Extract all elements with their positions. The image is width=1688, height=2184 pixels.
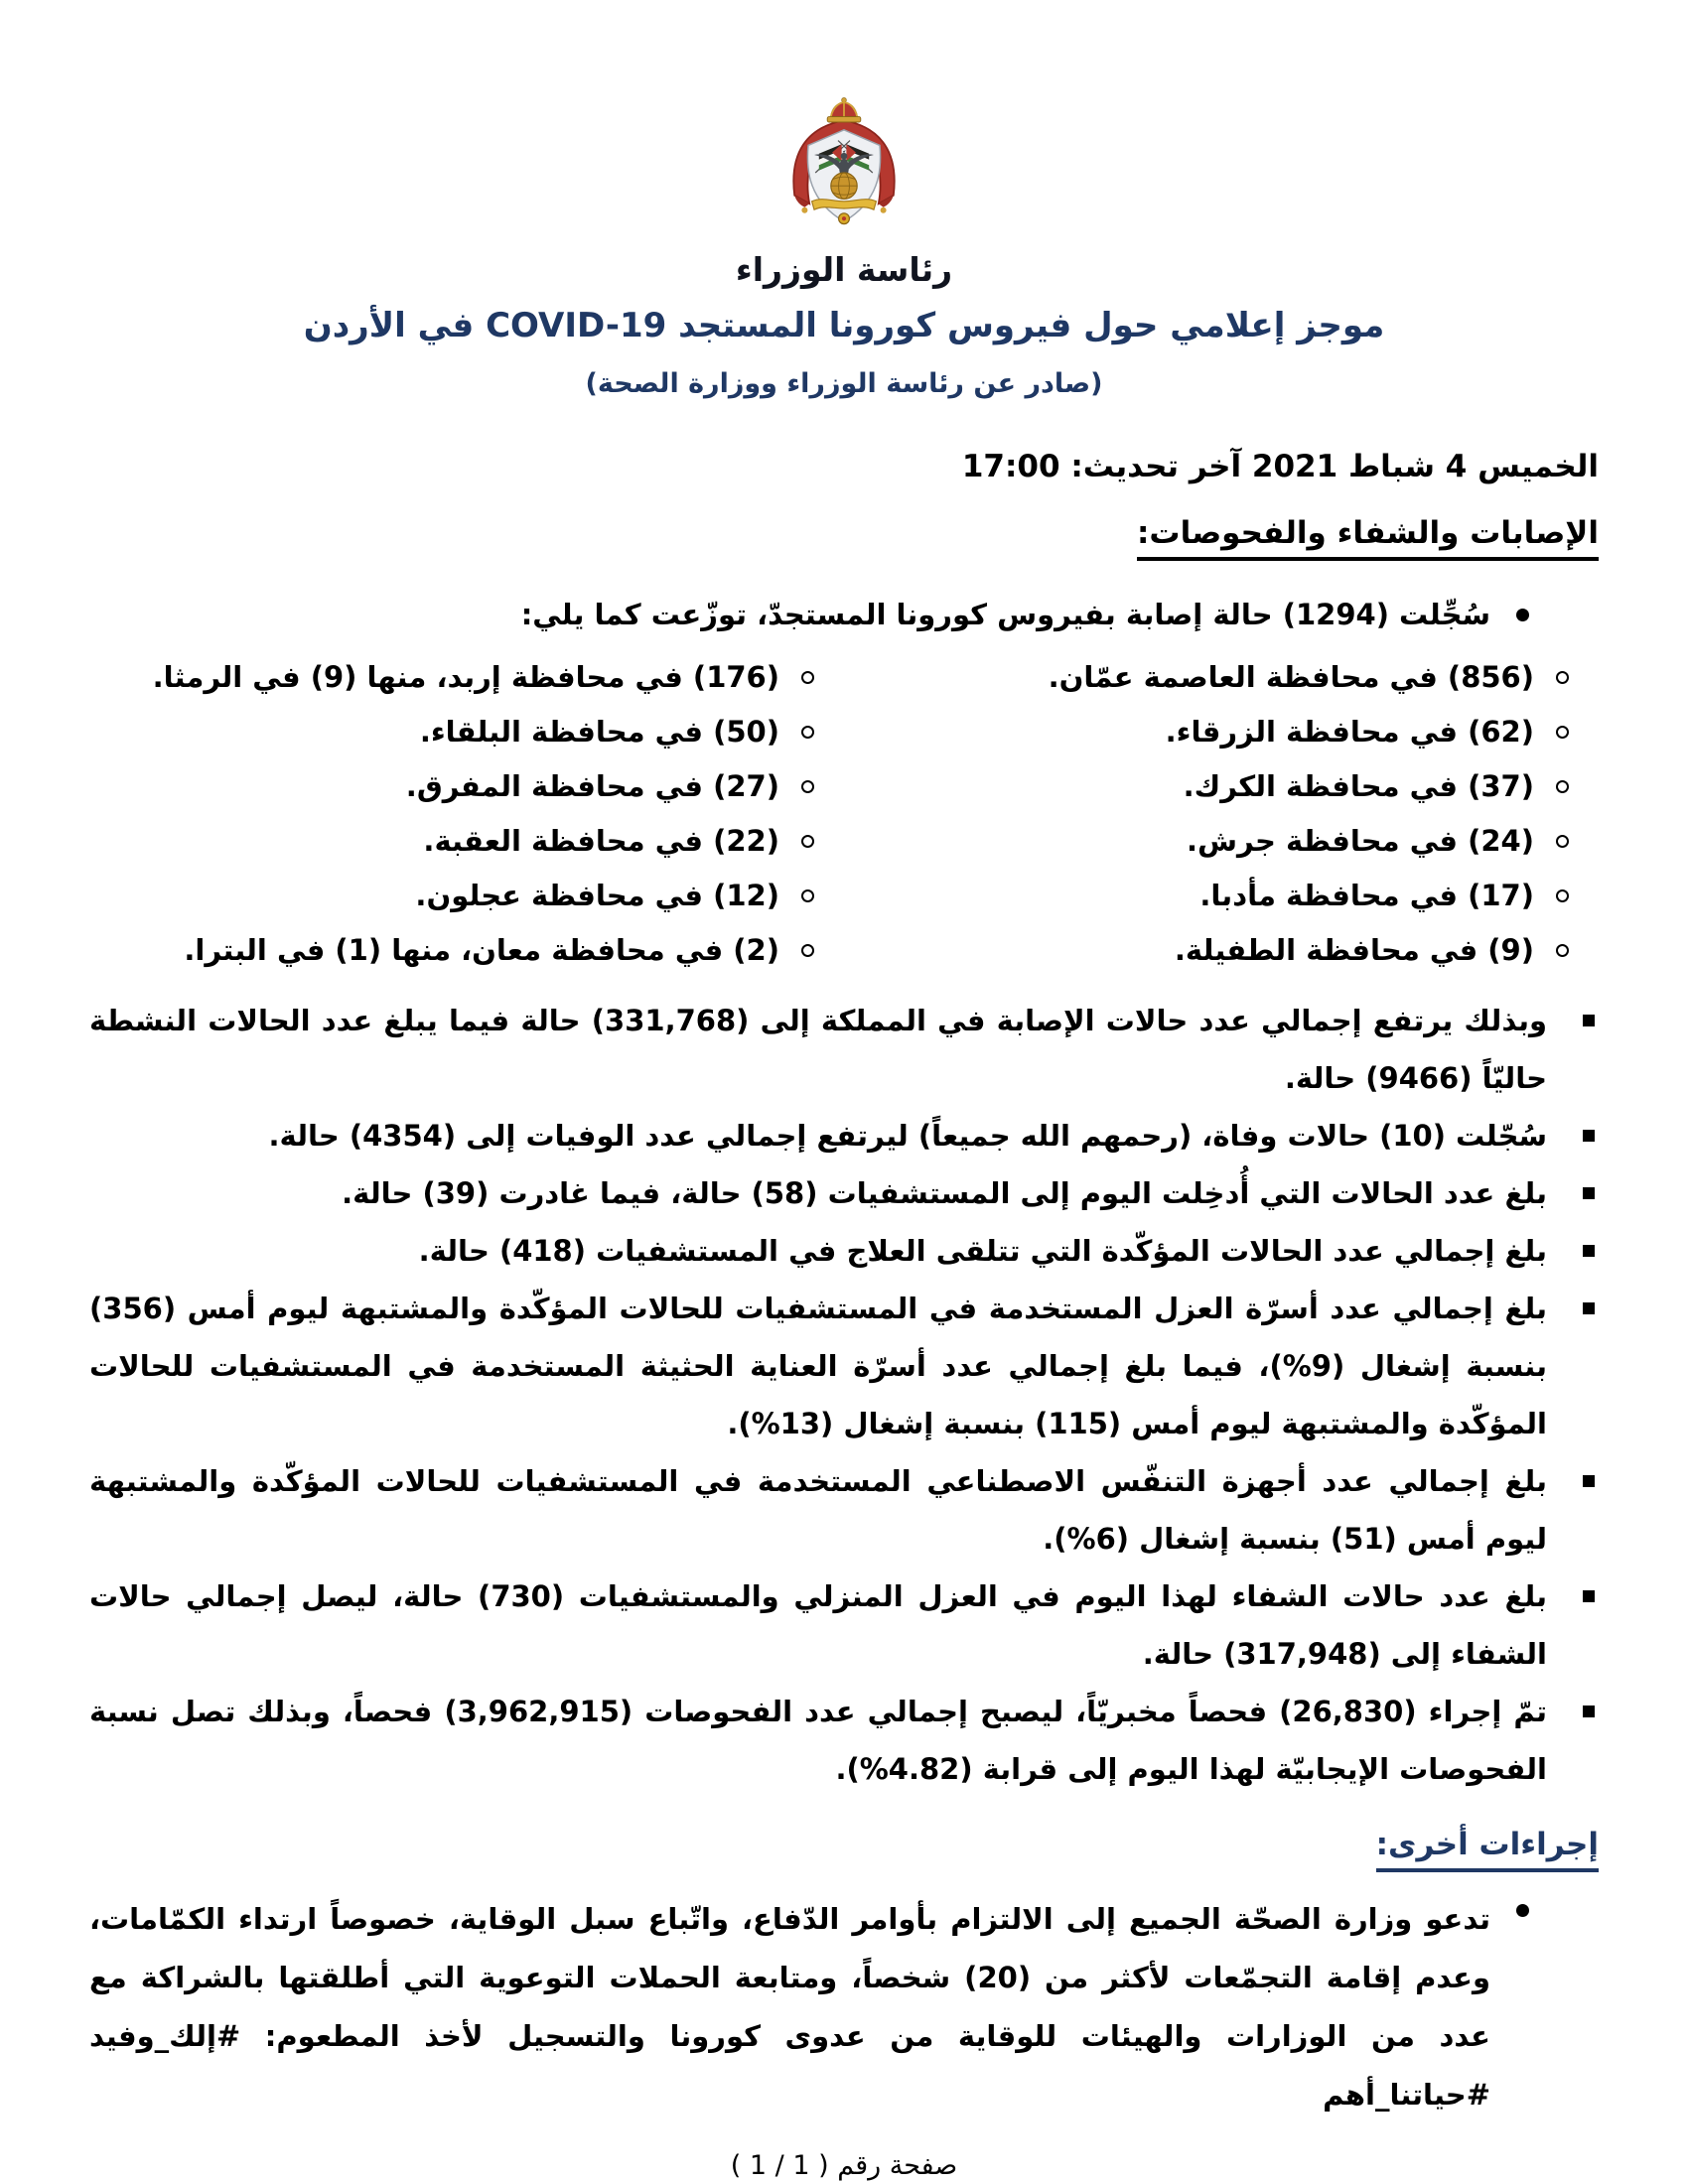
governorate-item	[844, 923, 1599, 978]
governorate-row	[89, 705, 1599, 759]
circle-bullet-icon	[1556, 889, 1569, 902]
governorate-item	[844, 650, 1599, 705]
intro-bullet	[89, 595, 1599, 634]
governorate-item	[844, 869, 1599, 923]
stat-item	[89, 1452, 1599, 1568]
circle-bullet-icon	[801, 944, 814, 957]
stat-item	[89, 1164, 1599, 1222]
governorate-item	[89, 814, 844, 869]
stat-text: سُجّلت (10) حالات وفاة، (رحمهم الله جميعاً) ليرتفع إجمالي عدد الوفيات إلى (4354) حالة.	[268, 1119, 1547, 1153]
governorate-row	[89, 923, 1599, 978]
square-bullet-icon	[1583, 1475, 1595, 1487]
governorate-text: (62) في محافظة الزرقاء.	[1165, 715, 1534, 749]
page-title: موجز إعلامي حول فيروس كورونا المستجد COVID-19 في الأردن	[303, 306, 1385, 345]
stat-item	[89, 1683, 1599, 1798]
logo-caption: رئاسة الوزراء	[735, 250, 953, 289]
section-heading-cases-text: الإصابات والشفاء والفحوصات:	[1137, 512, 1599, 561]
governorate-row	[89, 650, 1599, 705]
stat-item	[89, 992, 1599, 1107]
section-heading-other-measures	[89, 1824, 1599, 1872]
stat-item	[89, 1280, 1599, 1452]
stat-item	[89, 1568, 1599, 1683]
stat-text: بلغ إجمالي عدد الحالات المؤكّدة التي تتلقى العلاج في المستشفيات (418) حالة.	[418, 1234, 1547, 1268]
governorate-text: (37) في محافظة الكرك.	[1183, 769, 1534, 803]
stat-text: تمّ إجراء (26,830) فحصاً مخبريّاً، ليصبح إجمالي عدد الفحوصات (3,962,915) فحصاً، وبذلك تصل نسبة الفحوصات الإيجابيّة لهذا اليوم إلى قرابة (4.82%).	[89, 1695, 1547, 1786]
stat-text: بلغ إجمالي عدد أسرّة العزل المستخدمة في المستشفيات للحالات المؤكّدة والمشتبهة ليوم أمس (356) بنسبة إشغال (9%)، فيما بلغ إجمالي عدد أسرّة العناية الحثيثة المستخدمة في المستشفيات للحالات المؤكّدة والمشتبهة ليوم أمس (115) بنسبة إشغال (13%).	[89, 1292, 1547, 1440]
governorate-item	[844, 814, 1599, 869]
stat-text: بلغ عدد حالات الشفاء لهذا اليوم في العزل المنزلي والمستشفيات (730) حالة، ليصل إجمالي حالات الشفاء إلى (317,948) حالة.	[89, 1579, 1547, 1671]
governorate-item	[89, 923, 844, 978]
governorate-row	[89, 759, 1599, 814]
governorate-text: (50) في محافظة البلقاء.	[419, 715, 779, 749]
circle-bullet-icon	[1556, 944, 1569, 957]
governorate-list	[89, 650, 1599, 978]
circle-bullet-icon	[801, 889, 814, 902]
square-bullet-icon	[1583, 1187, 1595, 1199]
circle-bullet-icon	[1556, 835, 1569, 848]
page-number: صفحة رقم ( 1 / 1 )	[730, 2150, 958, 2181]
governorate-text: (176) في محافظة إربد، منها (9) في الرمثا.	[152, 660, 779, 694]
measures-bullet-text: تدعو وزارة الصحّة الجميع إلى الالتزام بأوامر الدّفاع، واتّباع سبل الوقاية، خصوصاً ارتداء الكمّامات، وعدم إقامة التجمّعات لأكثر من (20) شخصاً، ومتابعة الحملات التوعوية التي أطلقتها بالشراكة مع عدد من الوزارات والهيئات للوقاية من عدوى كورونا والتسجيل لأخذ المطعوم: #إلك_وفيد #حياتنا_أهم	[89, 1902, 1490, 2112]
governorate-item	[89, 759, 844, 814]
stats-list	[89, 992, 1599, 1798]
circle-bullet-icon	[1556, 780, 1569, 793]
circle-bullet-icon	[801, 835, 814, 848]
governorate-text: (12) في محافظة عجلون.	[415, 879, 779, 912]
section-heading-cases	[89, 512, 1599, 561]
square-bullet-icon	[1583, 1706, 1595, 1717]
stat-item	[89, 1107, 1599, 1164]
governorate-item	[89, 705, 844, 759]
stat-text: بلغ عدد الحالات التي أُدخِلت اليوم إلى المستشفيات (58) حالة، فيما غادرت (39) حالة.	[342, 1176, 1547, 1210]
bullet-dot-icon	[1516, 609, 1529, 621]
page-footer	[89, 2150, 1599, 2181]
governorate-item	[844, 705, 1599, 759]
governorate-text: (27) في محافظة المفرق.	[405, 769, 779, 803]
date-line: الخميس 4 شباط 2021 آخر تحديث: 17:00	[961, 449, 1599, 484]
square-bullet-icon	[1583, 1302, 1595, 1314]
bullet-dot-icon	[1516, 1904, 1529, 1917]
governorate-text: (22) في محافظة العقبة.	[423, 824, 779, 858]
circle-bullet-icon	[1556, 726, 1569, 739]
circle-bullet-icon	[801, 671, 814, 684]
governorate-row	[89, 869, 1599, 923]
stat-item	[89, 1222, 1599, 1280]
governorate-item	[89, 650, 844, 705]
square-bullet-icon	[1583, 1130, 1595, 1142]
governorate-row	[89, 814, 1599, 869]
measures-bullet	[89, 1890, 1599, 2124]
governorate-item	[844, 759, 1599, 814]
square-bullet-icon	[1583, 1015, 1595, 1026]
circle-bullet-icon	[801, 726, 814, 739]
stat-text: بلغ إجمالي عدد أجهزة التنفّس الاصطناعي المستخدمة في المستشفيات للحالات المؤكّدة والمشتبهة ليوم أمس (51) بنسبة إشغال (6%).	[89, 1464, 1547, 1556]
circle-bullet-icon	[801, 780, 814, 793]
governorate-text: (24) في محافظة جرش.	[1186, 824, 1534, 858]
page-subtitle: (صادر عن رئاسة الوزراء ووزارة الصحة)	[585, 368, 1103, 399]
circle-bullet-icon	[1556, 671, 1569, 684]
governorate-text: (2) في محافظة معان، منها (1) في البترا.	[184, 933, 779, 967]
governorate-text: (9) في محافظة الطفيلة.	[1174, 933, 1534, 967]
intro-bullet-text: سُجِّلت (1294) حالة إصابة بفيروس كورونا المستجدّ، توزّعت كما يلي:	[520, 598, 1490, 631]
governorate-text: (856) في محافظة العاصمة عمّان.	[1048, 660, 1534, 694]
stat-text: وبذلك يرتفع إجمالي عدد حالات الإصابة في المملكة إلى (331,768) حالة فيما يبلغ عدد الحالات النشطة حاليّاً (9466) حالة.	[89, 1004, 1547, 1095]
jordan-coat-of-arms-logo	[778, 95, 910, 244]
square-bullet-icon	[1583, 1590, 1595, 1602]
governorate-text: (17) في محافظة مأدبا.	[1199, 879, 1534, 912]
section-heading-other-measures-text: إجراءات أخرى:	[1376, 1824, 1599, 1872]
square-bullet-icon	[1583, 1245, 1595, 1257]
governorate-item	[89, 869, 844, 923]
header	[89, 95, 1599, 403]
